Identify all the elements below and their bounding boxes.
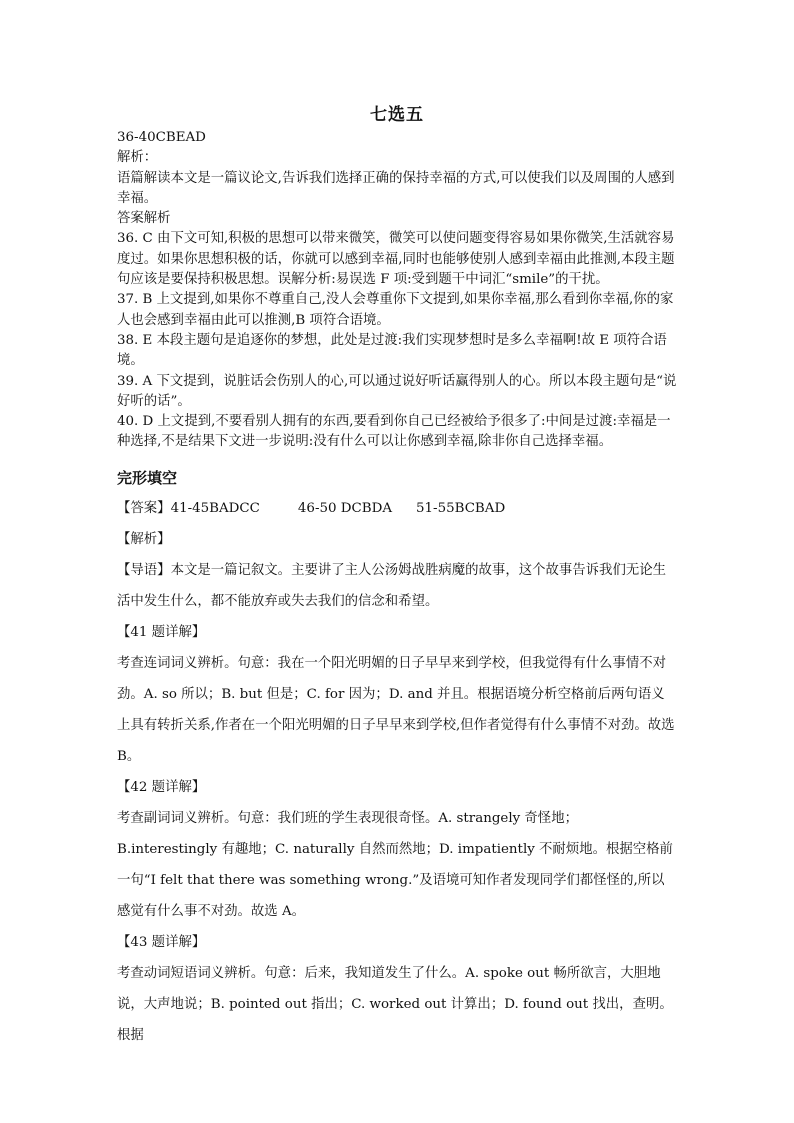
guide-label: 【导语】	[117, 563, 171, 578]
passage-summary: 语篇解读本文是一篇议论文,告诉我们选择正确的保持幸福的方式,可以使我们以及周围的人感到幸福。	[117, 170, 675, 206]
explanation-36: 36. C 由下文可知,积极的思想可以带来微笑，微笑可以使问题变得容易如果你微笑,生活就容易度过。如果你思想积极的话，你就可以感到幸福,同时也能够使别人感到幸福由此推测,本段主题句应该是要保持积极思想。误解分析:易误选 F 项:受到题干中词汇“smile”的干扰。	[117, 231, 675, 288]
q43-explanation: 考查动词短语词义辨析。句意：后来，我知道发生了什么。A. spoke out 畅所欲言，大胆地说，大声地说；B. pointed out 指出；C. worked out 计算出；D. found out 找出，查明。根据	[117, 966, 673, 1043]
section-seven-choose-five	[117, 128, 677, 453]
answer-group-1: 41-45BADCC	[170, 501, 260, 516]
analysis-label: 解析：	[117, 150, 158, 166]
cloze-analysis-label: 【解析】	[117, 532, 171, 547]
guide-paragraph	[117, 555, 677, 617]
section-cloze	[117, 493, 677, 1051]
explanation-38: 38. E 本段主题句是追逐你的梦想，此处是过渡:我们实现梦想时是多么幸福啊!故 E 项符合语境。	[117, 332, 667, 369]
cloze-answers-line	[117, 493, 677, 524]
explanation-39: 39. A 下文提到，说脏话会伤别人的心,可以通过说好听话赢得别人的心。所以本段主题句是“说好听的话”。	[117, 373, 677, 409]
q43-label: 【43 题详解】	[117, 935, 206, 950]
section-title-cloze: 完形填空	[117, 469, 178, 487]
q41-explanation: 考查连词词义辨析。句意：我在一个阳光明媚的日子早早来到学校，但我觉得有什么事情不对劲。A. so 所以；B. but 但是；C. for 因为；D. and 并且。根据语境分析空格前后两句语义上具有转折关系,作者在一个阳光明媚的日子早早来到学校,但作者觉得有什么事情不对劲。故选 B。	[117, 656, 675, 764]
explanation-40: 40. D 上文提到,不要看别人拥有的东西,要看到你自己已经被给予很多了:中间是过渡:幸福是一种选择,不是结果下文进一步说明:没有什么可以让你感到幸福,除非你自己选择幸福。	[117, 414, 671, 450]
answer-analysis-label: 答案解析	[117, 211, 171, 227]
q42-explanation: 考查副词词义辨析。句意：我们班的学生表现很奇怪。A. strangely 奇怪地；B.interestingly 有趣地；C. naturally 自然而然地；D. impatiently 不耐烦地。根据空格前一句“I felt that there was something wrong.”及语境可知作者发现同学们都怪怪的,所以感觉有什么事不对劲。故选 A。	[117, 811, 673, 919]
answer-label: 【答案】	[117, 501, 171, 516]
q42-label: 【42 题详解】	[117, 780, 206, 795]
answer-group-3: 51-55BCBAD	[416, 501, 506, 516]
q41-label: 【41 题详解】	[117, 625, 206, 640]
answer-group-2: 46-50 DCBDA	[297, 501, 392, 516]
explanation-37: 37. B 上文提到,如果你不尊重自己,没人会尊重你下文提到,如果你幸福,那么看到你幸福,你的家人也会感到幸福由此可以推测,B 项符合语境。	[117, 292, 674, 328]
answers-line: 36-40CBEAD	[117, 130, 206, 145]
guide-text: 本文是一篇记叙文。主要讲了主人公汤姆战胜病魔的故事，这个故事告诉我们无论生活中发生什么，都不能放弃或失去我们的信念和希望。	[117, 563, 667, 609]
section-title-seven-choose-five: 七选五	[370, 105, 424, 125]
